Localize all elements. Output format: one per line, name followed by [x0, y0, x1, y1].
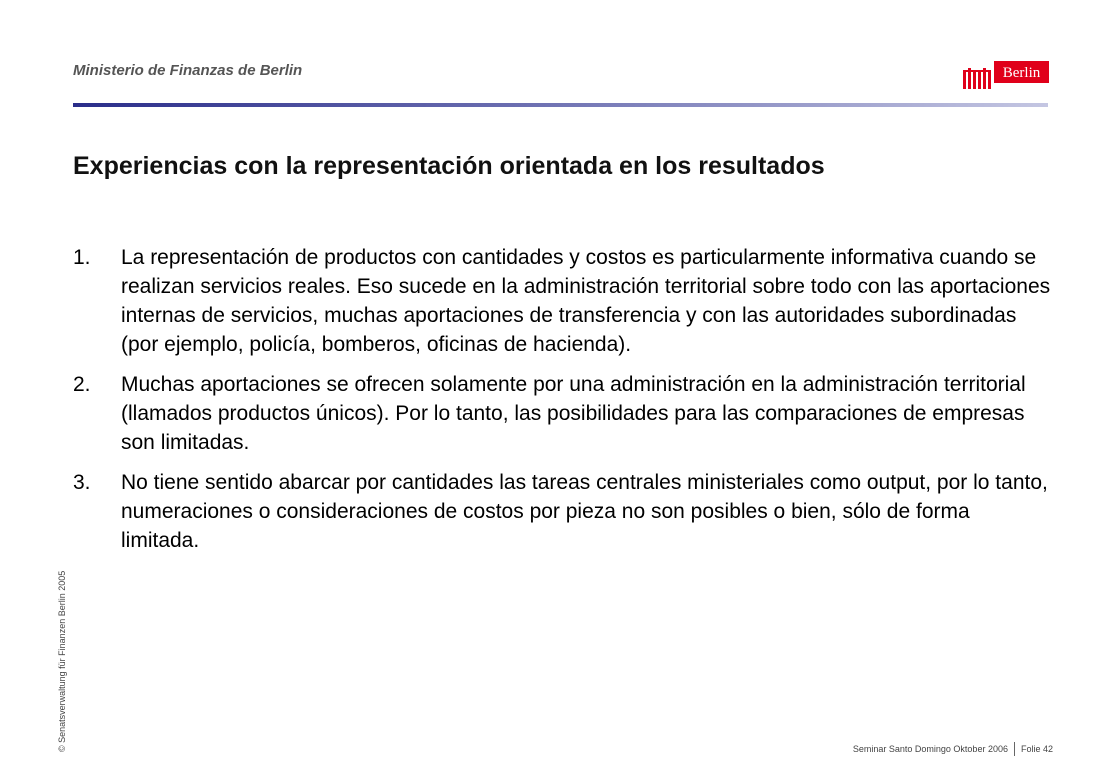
list-item — [73, 243, 1053, 359]
berlin-logo-mark — [963, 68, 991, 89]
footer — [853, 742, 1053, 756]
berlin-logo-text: Berlin — [1002, 65, 1041, 81]
content-list — [73, 243, 1053, 566]
ministry-name: Ministerio de Finanzas de Berlin — [73, 62, 303, 79]
page-title: Experiencias con la representación orientada en los resultados — [73, 152, 825, 180]
list-item — [73, 468, 1053, 555]
copyright-notice: © Senatsverwaltung für Finanzen Berlin 2005 — [57, 570, 67, 752]
item-number: 3. — [73, 471, 91, 494]
footer-divider — [1014, 742, 1015, 756]
list-item — [73, 370, 1053, 457]
header-rule — [73, 103, 1048, 107]
footer-event: Seminar Santo Domingo Oktober 2006 — [852, 744, 1008, 754]
item-text: No tiene sentido abarcar por cantidades las tareas centrales ministeriales como output, por lo tanto, numeraciones o consideraciones de costos por pieza no son posibles o bien, sólo de forma limitada. — [121, 471, 1048, 552]
item-number: 2. — [73, 373, 91, 396]
item-number: 1. — [73, 246, 91, 269]
item-text: Muchas aportaciones se ofrecen solamente por una administración en la administración territorial (llamados productos únicos). Por lo tanto, las posibilidades para las comparaciones de empresas son limitadas. — [121, 373, 1026, 454]
item-text: La representación de productos con cantidades y costos es particularmente informativa cuando se realizan servicios reales. Eso sucede en la administración territorial sobre todo con las aportaciones internas de servicios, muchas aportaciones de transferencia y con las autoridades subordinadas (por ejemplo, policía, bomberos, oficinas de hacienda). — [121, 246, 1051, 356]
berlin-logo — [963, 59, 1049, 91]
footer-slide-number: Folie 42 — [1020, 744, 1053, 754]
